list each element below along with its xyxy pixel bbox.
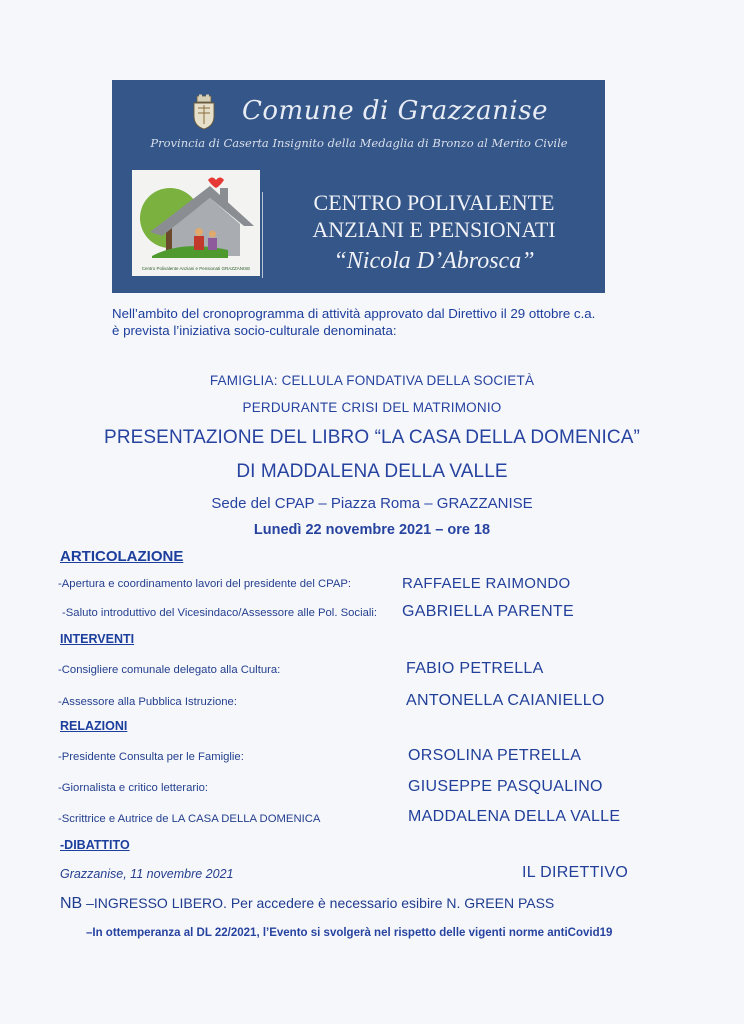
centro-logo <box>132 170 260 276</box>
program-row-name: MADDALENA DELLA VALLE <box>408 808 621 825</box>
program-row-label: -Scrittrice e Autrice de LA CASA DELLA DOMENICA <box>58 813 321 825</box>
nb-label: NB <box>60 895 83 912</box>
event-theme2: PERDURANTE CRISI DEL MATRIMONIO <box>242 400 502 415</box>
program-row-label: -Consigliere comunale delegato alla Cultura: <box>58 664 281 676</box>
comune-subtitle: Provincia di Caserta Insignito della Medaglia di Bronzo al Merito Civile <box>150 136 568 150</box>
house-logo-icon <box>132 170 260 276</box>
place-date: Grazzanise, 11 novembre 2021 <box>60 867 234 881</box>
book-presentation-title: PRESENTAZIONE DEL LIBRO “LA CASA DELLA DOMENICA” <box>104 427 640 448</box>
event-theme1: FAMIGLIA: CELLULA FONDATIVA DELLA SOCIETÀ <box>209 373 535 388</box>
program-row-label: -Apertura e coordinamento lavori del presidente del CPAP: <box>58 578 352 590</box>
interventi-heading: INTERVENTI <box>60 632 135 646</box>
nb-text: –INGRESSO LIBERO. Per accedere è necessario esibire N. GREEN PASS <box>82 895 555 911</box>
program-row-name: RAFFAELE RAIMONDO <box>402 575 571 592</box>
program-row-label: -Giornalista e critico letterario: <box>58 782 209 794</box>
dibattito-heading: -DIBATTITO <box>60 838 130 852</box>
program-row-label: -Saluto introduttivo del Vicesindaco/Assessore alle Pol. Sociali: <box>62 607 378 619</box>
relazioni-heading: RELAZIONI <box>60 719 128 733</box>
program-row-name: ORSOLINA PETRELLA <box>408 747 582 764</box>
program-row-name: FABIO PETRELLA <box>406 660 544 677</box>
program-row-name: GIUSEPPE PASQUALINO <box>408 778 603 795</box>
signature: IL DIRETTIVO <box>522 864 629 881</box>
program-row-name: ANTONELLA CAIANIELLO <box>406 692 605 709</box>
covid-note: –In ottemperanza al DL 22/2021, l’Evento si svolgerà nel rispetto delle vigenti norme antiCovid19 <box>86 927 613 939</box>
event-date-time: Lunedì 22 novembre 2021 – ore 18 <box>253 522 491 538</box>
intro-paragraph <box>112 305 632 339</box>
program-row-label: -Assessore alla Pubblica Istruzione: <box>58 696 237 708</box>
banner-divider <box>262 192 263 278</box>
centro-title-line1: CENTRO POLIVALENTE <box>313 190 555 215</box>
nb-note <box>60 895 554 913</box>
program-row-name: GABRIELLA PARENTE <box>402 603 574 620</box>
program-row-label: -Presidente Consulta per le Famiglie: <box>58 751 244 763</box>
header-banner <box>112 80 605 293</box>
centro-title-line2: ANZIANI E PENSIONATI <box>312 217 556 242</box>
book-author-line: DI MADDALENA DELLA VALLE <box>236 461 508 482</box>
municipal-crest-icon <box>190 94 218 130</box>
centro-dedication: “Nicola D’Abrosca” <box>333 248 535 274</box>
logo-caption: Centro Polivalente Anziani e Pensionati GRAZZANISE <box>141 266 251 271</box>
event-venue: Sede del CPAP – Piazza Roma – GRAZZANISE <box>211 495 533 512</box>
articolazione-heading: ARTICOLAZIONE <box>60 548 184 565</box>
intro-line2: è prevista l’iniziativa socio-culturale denominata: <box>112 323 397 338</box>
intro-line1: Nell’ambito del cronoprogramma di attività approvato dal Direttivo il 29 ottobre c.a. <box>112 306 596 321</box>
comune-title: Comune di Grazzanise <box>242 96 548 126</box>
